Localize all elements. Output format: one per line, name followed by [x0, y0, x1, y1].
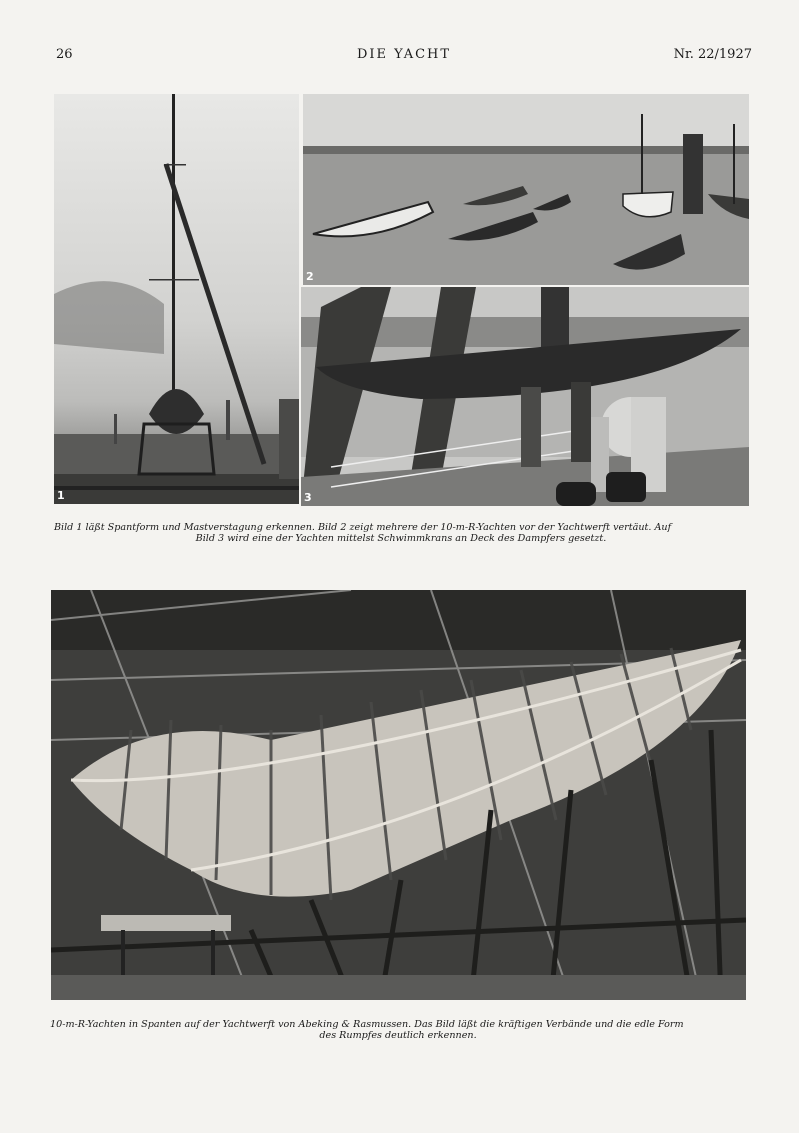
photo-3-yacht-on-crane — [301, 287, 749, 506]
page-number: 26 — [56, 47, 73, 62]
bottom-caption — [50, 1019, 746, 1041]
top-caption-line-1: Bild 1 läßt Spantform und Mastverstagung erkennen. Bild 2 zeigt mehrere der 10-m-R-Yachten vor der Yachtwerft vertäut. Auf — [54, 522, 672, 533]
photo-1-yacht-on-slipway — [54, 94, 299, 504]
photo-2-label: 2 — [306, 270, 314, 283]
bottom-caption-line-2: des Rumpfes deutlich erkennen. — [319, 1030, 477, 1041]
photo-1-label: 1 — [57, 489, 65, 502]
photo-2-yachts-moored — [303, 94, 749, 285]
photo-3-label: 3 — [304, 491, 312, 504]
top-caption — [54, 522, 748, 544]
photo-yachts-in-frames — [51, 590, 746, 1000]
page-header — [56, 47, 752, 67]
journal-title: DIE YACHT — [356, 47, 452, 62]
top-caption-line-2: Bild 3 wird eine der Yachten mittelst Schwimmkrans an Deck des Dampfers gesetzt. — [195, 533, 607, 544]
issue-number: Nr. 22/1927 — [673, 47, 752, 62]
bottom-caption-line-1: 10-m-R-Yachten in Spanten auf der Yachtwerft von Abeking & Rasmussen. Das Bild läßt die kräftigen Verbände und die edle Form — [50, 1019, 684, 1030]
